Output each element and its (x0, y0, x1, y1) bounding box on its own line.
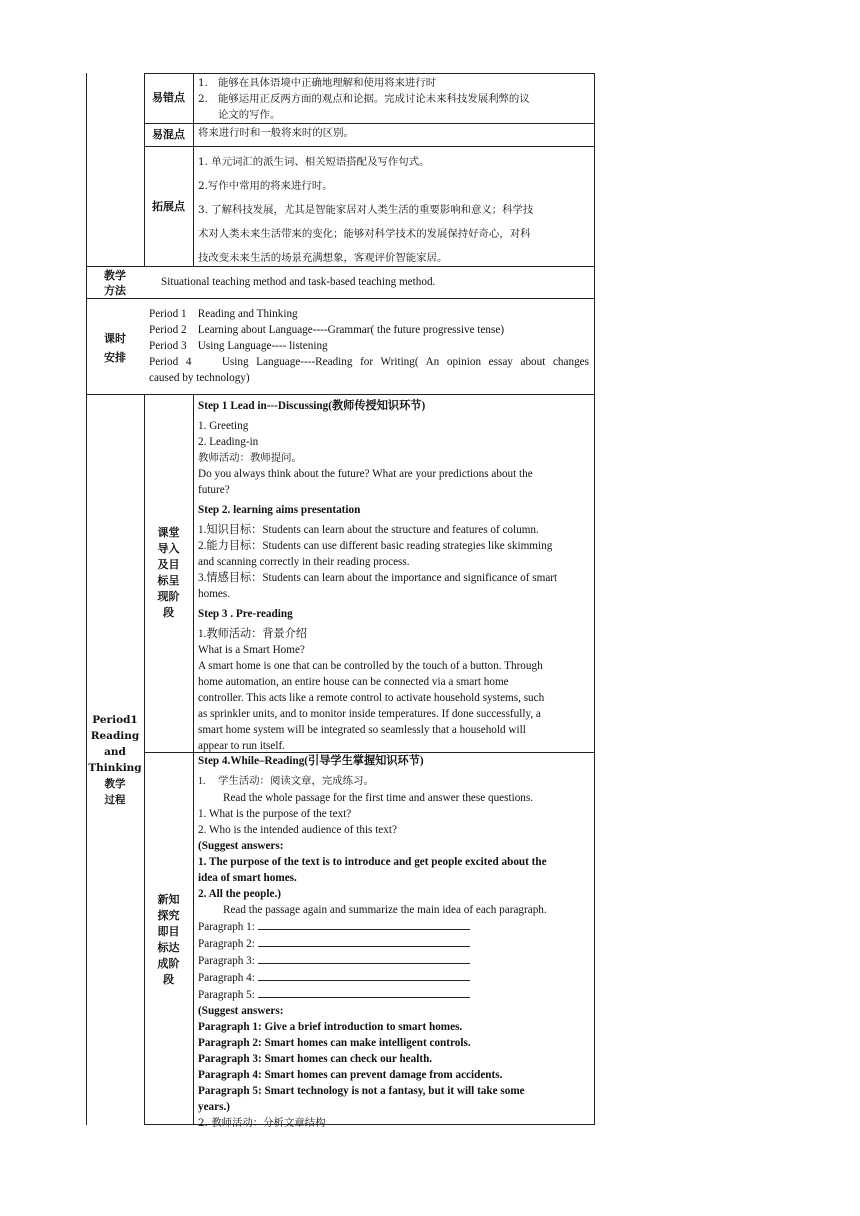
confusion-points-text: 将来进行时和一般将来时的区别。 (198, 127, 354, 139)
table-border (86, 73, 87, 1125)
answer-line: Paragraph 5: Smart technology is not a fantasy, but it will take some (198, 1085, 525, 1097)
activity-text: 教师活动：教师提问。 (198, 452, 302, 464)
answer-line: Paragraph 2: Smart homes can make intelligent controls. (198, 1037, 471, 1049)
aim-item: 2.能力目标：Students can use different basic reading strategies like skimming (198, 540, 553, 552)
table-border (86, 298, 595, 299)
paragraph-line: A smart home is one that can be controlled by the touch of a button. Through (198, 660, 543, 672)
table-border (144, 123, 595, 124)
list-item: 1. Greeting (198, 420, 249, 432)
list-item: 1. 能够在具体语境中正确地理解和使用将来进行时 (198, 77, 437, 89)
schedule-item: Period 4 Using Language----Reading for Writing( An opinion essay about changes (149, 356, 589, 368)
suggest-label: (Suggest answers: (198, 1005, 284, 1017)
list-item: 2. 能够运用正反两方面的观点和论据。完成讨论未来科技发展利弊的议 (198, 93, 530, 105)
schedule-item: caused by technology) (149, 372, 250, 384)
paragraph-blank: Paragraph 3: (198, 952, 590, 969)
list-item: 2. Leading-in (198, 436, 259, 448)
period1-label: Period1 Reading and Thinking 教学 过程 (88, 714, 142, 806)
paragraph-blank: Paragraph 4: (198, 969, 590, 986)
answer-line: 2. All the people.) (198, 888, 281, 900)
stage1-label: 课堂 导入 及目 标呈 现阶 段 (157, 526, 180, 619)
stage1-content (198, 398, 590, 754)
schedule-item: Period 2 Learning about Language----Grammar( the future progressive tense) (149, 324, 505, 336)
paragraph-line: appear to run itself. (198, 740, 285, 752)
paragraph-blank: Paragraph 2: (198, 935, 590, 952)
extension-points-label: 拓展点 (152, 200, 185, 213)
error-points-label: 易错点 (152, 91, 185, 104)
step-title: Step 3 . Pre-reading (198, 608, 293, 620)
activity-text: 1. 学生活动：阅读文章，完成练习。 (198, 775, 374, 787)
method-label: 教学 方法 (104, 269, 126, 297)
aim-item: 3.情感目标：Students can learn about the importance and significance of smart (198, 572, 558, 584)
error-points-content (198, 75, 590, 123)
paragraph-line: controller. This acts like a remote control to activate household systems, such (198, 692, 545, 704)
confusion-points-label: 易混点 (152, 128, 185, 141)
paragraph-blank: Paragraph 5: (198, 986, 590, 1003)
paragraph-line: future? (198, 484, 230, 496)
schedule-item: Period 1 Reading and Thinking (149, 308, 298, 320)
extension-item: 术对人类未来生活带来的变化；能够对科学技术的发展保持好奇心，对科 (198, 228, 531, 240)
question-item: 1. What is the purpose of the text? (198, 808, 352, 820)
aim-item: homes. (198, 588, 231, 600)
answer-line: Paragraph 3: Smart homes can check our health. (198, 1053, 433, 1065)
table-border (193, 73, 194, 266)
step-title: Step 4.While–Reading(引导学生掌握知识环节) (198, 755, 424, 767)
list-item-continuation: 论文的写作。 (218, 109, 281, 121)
stage2-label: 新知 探究 即目 标达 成阶 段 (157, 893, 180, 986)
table-border (144, 146, 595, 147)
paragraph-line: Do you always think about the future? What are your predictions about the (198, 468, 533, 480)
table-border (193, 394, 194, 1125)
question-item: 2. Who is the intended audience of this text? (198, 824, 397, 836)
instruction-line: Read the passage again and summarize the main idea of each paragraph. (223, 904, 547, 916)
extension-item: 2.写作中常用的将来进行时。 (198, 180, 333, 192)
extension-points-content (198, 150, 590, 270)
answer-line: Paragraph 4: Smart homes can prevent damage from accidents. (198, 1069, 503, 1081)
answer-line: 1. The purpose of the text is to introduce and get people excited about the (198, 856, 547, 868)
table-border (144, 394, 145, 1125)
answer-line: idea of smart homes. (198, 872, 297, 884)
answer-line: Paragraph 1: Give a brief introduction to smart homes. (198, 1021, 463, 1033)
table-border (594, 73, 595, 1125)
suggest-label: (Suggest answers: (198, 840, 284, 852)
paragraph-line: What is a Smart Home? (198, 644, 305, 656)
schedule-content (149, 306, 589, 386)
activity-text: 1.教师活动：背景介绍 (198, 628, 308, 640)
schedule-item: Period 3 Using Language---- listening (149, 340, 328, 352)
table-border (86, 394, 595, 395)
paragraph-line: smart home system will be integrated so seamlessly that a household will (198, 724, 526, 736)
step-title: Step 2. learning aims presentation (198, 504, 361, 516)
answer-line: years.) (198, 1101, 230, 1113)
stage2-content (198, 753, 590, 1131)
paragraph-line: as sprinkler units, and to monitor inside temperatures. If done successfully, a (198, 708, 541, 720)
aim-item: 1.知识目标：Students can learn about the structure and features of column. (198, 524, 539, 536)
extension-item: 技改变未来生活的场景充满想象，客观评价智能家居。 (198, 252, 448, 264)
aim-item: and scanning correctly in their reading process. (198, 556, 410, 568)
extension-item: 3. 了解科技发展，尤其是智能家居对人类生活的重要影响和意义；科学技 (198, 204, 534, 216)
schedule-label: 课时 安排 (104, 332, 126, 364)
activity-text: 2. 教师活动：分析文章结构 (198, 1117, 326, 1129)
table-border (144, 73, 595, 74)
method-text: Situational teaching method and task-based teaching method. (161, 276, 436, 288)
step-title: Step 1 Lead in---Discussing(教师传授知识环节) (198, 400, 426, 412)
paragraph-blank: Paragraph 1: (198, 918, 590, 935)
instruction-line: Read the whole passage for the first time and answer these questions. (223, 792, 534, 804)
extension-item: 1. 单元词汇的派生词、相关短语搭配及写作句式。 (198, 156, 430, 168)
paragraph-line: home automation, an entire house can be connected via a smart home (198, 676, 509, 688)
